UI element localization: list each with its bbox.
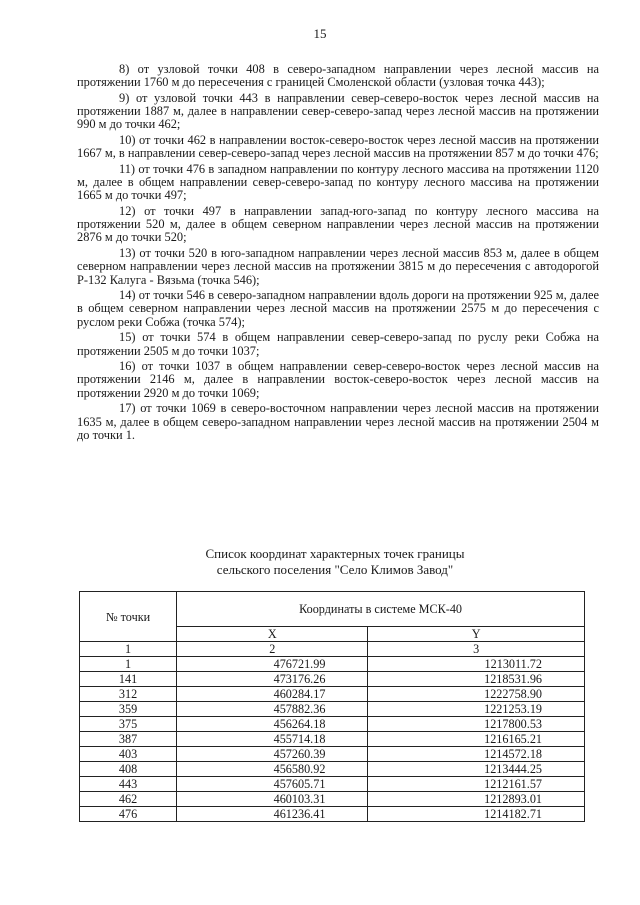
x-value: 461236.41 (177, 807, 368, 822)
x-value: 457882.36 (177, 702, 368, 717)
table-row (80, 747, 585, 762)
y-value: 1221253.19 (368, 702, 585, 717)
table-row (80, 702, 585, 717)
paragraph: 11) от точки 476 в западном направлении по контуру лесного массива на протяжении 1120 м, далее в общем направлении север-северо-запад по контуру лесного массива на протяжении 1665 м до точки 497; (77, 161, 599, 203)
paragraph: 9) от узловой точки 443 в направлении север-северо-восток через лесной массив на протяжении 1887 м, далее в направлении север-северо-запад через лесной массив на протяжении 990 м до точки 462; (77, 90, 599, 132)
paragraph: 12) от точки 497 в направлении запад-юго-запад по контуру лесного массива на протяжении 520 м, далее в общем северном направлении через лесной массив на протяжении 2876 м до точки 520; (77, 204, 599, 245)
y-value: 1222758.90 (368, 687, 585, 702)
coordinates-table (79, 591, 585, 822)
y-value: 1212161.57 (368, 777, 585, 792)
column-number: 1 (80, 642, 177, 657)
y-value: 1214182.71 (368, 807, 585, 822)
coordinate-system-header: Координаты в системе МСК-40 (177, 592, 585, 627)
x-value: 456580.92 (177, 762, 368, 777)
table-row (80, 762, 585, 777)
point-id: 375 (80, 717, 177, 732)
table-caption (150, 546, 520, 578)
point-number-header: № точки (80, 592, 177, 642)
point-id: 403 (80, 747, 177, 762)
y-header: Y (368, 627, 585, 642)
y-value: 1213011.72 (368, 657, 585, 672)
point-id: 359 (80, 702, 177, 717)
paragraph: 15) от точки 574 в общем направлении север-северо-запад по руслу реки Собжа на протяжении 2505 м до точки 1037; (77, 330, 599, 358)
x-value: 460103.31 (177, 792, 368, 807)
table-row (80, 732, 585, 747)
caption-line: сельского поселения "Село Климов Завод" (216, 562, 454, 577)
table-row (80, 777, 585, 792)
paragraph: 16) от точки 1037 в общем направлении север-северо-восток через лесной массив на протяжении 2146 м, далее в направлении восток-северо-восток через лесной массив на протяжении 2920 м до точки 1069; (77, 359, 599, 400)
point-id: 387 (80, 732, 177, 747)
x-value: 455714.18 (177, 732, 368, 747)
paragraph: 8) от узловой точки 408 в северо-западном направлении через лесной массив на протяжении 1760 м до пересечения с границей Смоленской области (узловая точка 443); (77, 62, 599, 90)
boundary-description (77, 63, 599, 444)
point-id: 462 (80, 792, 177, 807)
point-id: 408 (80, 762, 177, 777)
x-value: 460284.17 (177, 687, 368, 702)
y-value: 1218531.96 (368, 672, 585, 687)
table-row (80, 807, 585, 822)
y-value: 1212893.01 (368, 792, 585, 807)
caption-line: Список координат характерных точек границы (205, 546, 465, 561)
point-id: 1 (80, 657, 177, 672)
x-value: 476721.99 (177, 657, 368, 672)
page-number: 15 (313, 26, 327, 41)
x-value: 473176.26 (177, 672, 368, 687)
paragraph: 14) от точки 546 в северо-западном направлении вдоль дороги на протяжении 925 м, далее в общем северном направлении через лесной массив на протяжении 2575 м до пересечения с руслом реки Собжа (точка 574); (77, 288, 599, 329)
column-number: 2 (177, 642, 368, 657)
y-value: 1213444.25 (368, 762, 585, 777)
y-value: 1214572.18 (368, 747, 585, 762)
y-value: 1217800.53 (368, 717, 585, 732)
x-value: 456264.18 (177, 717, 368, 732)
table-row (80, 672, 585, 687)
column-number: 3 (368, 642, 585, 657)
x-value: 457605.71 (177, 777, 368, 792)
paragraph: 17) от точки 1069 в северо-восточном направлении через лесной массив на протяжении 1635 м, далее в общем северо-западном направлении через лесной массив на протяжении 2504 м до точки 1. (77, 401, 599, 442)
paragraph: 13) от точки 520 в юго-западном направлении через лесной массив 853 м, далее в общем северном направлении через лесной массив на протяжении 3815 м до пересечения с автодорогой Р-132 Калуга - Вязьма (точка 546); (77, 246, 599, 287)
point-id: 312 (80, 687, 177, 702)
point-id: 141 (80, 672, 177, 687)
table-row (80, 792, 585, 807)
point-id: 443 (80, 777, 177, 792)
x-value: 457260.39 (177, 747, 368, 762)
table-row (80, 657, 585, 672)
point-id: 476 (80, 807, 177, 822)
x-header: X (177, 627, 368, 642)
y-value: 1216165.21 (368, 732, 585, 747)
table-row (80, 687, 585, 702)
table-row (80, 717, 585, 732)
paragraph: 10) от точки 462 в направлении восток-северо-восток через лесной массив на протяжении 1667 м, в направлении север-северо-запад через лесной массив на протяжении 857 м до точки 476; (77, 133, 599, 161)
